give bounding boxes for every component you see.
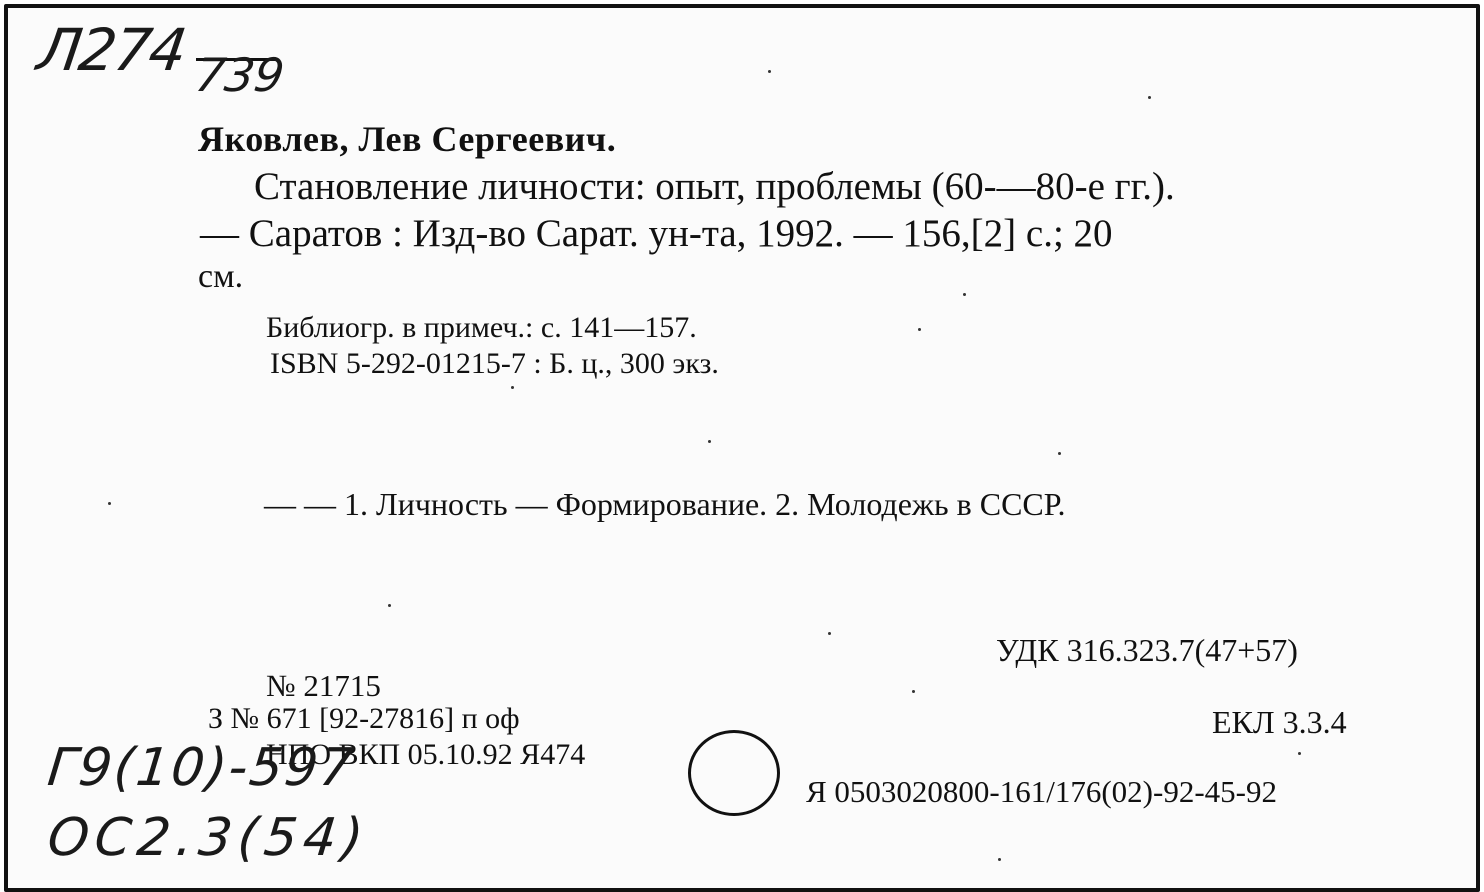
speck: [1298, 752, 1301, 755]
npo-line: НПО ВКП 05.10.92 Я474: [266, 738, 586, 771]
speck: [912, 690, 915, 693]
ekl-code: ЕКЛ 3.3.4: [1212, 704, 1347, 740]
isbn-note: ISBN 5-292-01215-7 : Б. ц., 300 экз.: [270, 347, 719, 380]
handwritten-classification-1: Г9(10)-597: [44, 738, 358, 798]
catalog-card: [4, 4, 1480, 892]
udk-code: УДК 316.323.7(47+57): [996, 632, 1298, 668]
order-line: З № 671 [92-27816] п оф: [208, 702, 520, 735]
speck: [768, 70, 771, 73]
author-heading: Яковлев, Лев Сергеевич.: [198, 119, 617, 159]
size-line: см.: [198, 258, 244, 295]
speck: [708, 440, 711, 443]
handwritten-call-number: Л274: [33, 16, 190, 84]
speck: [1148, 96, 1151, 99]
publisher-code: Я 0503020800-161/176(02)-92-45-92: [806, 774, 1277, 809]
handwritten-call-number-suffix: 739: [192, 48, 288, 102]
bibliography-note: Библиогр. в примеч.: с. 141—157.: [266, 311, 697, 344]
speck: [918, 328, 921, 331]
speck: [828, 632, 831, 635]
handwritten-classification-2: ОС2.3(54): [44, 808, 372, 868]
speck: [963, 293, 966, 296]
stamp-circle: [688, 730, 780, 816]
subject-headings: — — 1. Личность — Формирование. 2. Молодежь в СССР.: [264, 486, 1066, 522]
speck: [511, 386, 514, 389]
title-line: Становление личности: опыт, проблемы (60-—80-е гг.).: [254, 165, 1175, 208]
speck: [1058, 452, 1061, 455]
speck: [998, 858, 1001, 861]
publication-line: — Саратов : Изд-во Сарат. ун-та, 1992. — 156,[2] с.; 20: [200, 212, 1113, 255]
record-number: № 21715: [266, 668, 381, 703]
speck: [388, 604, 391, 607]
speck: [108, 502, 111, 505]
